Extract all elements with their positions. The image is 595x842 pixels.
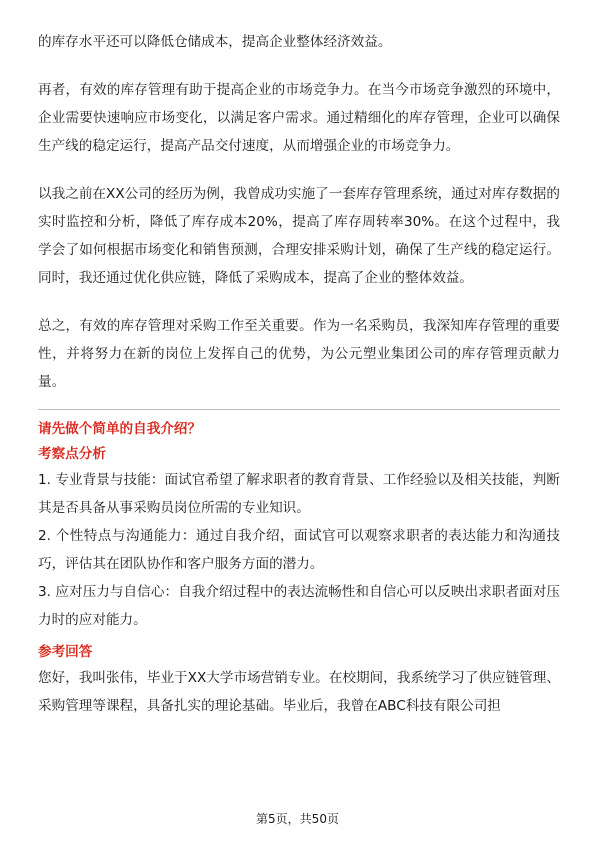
answer-text: 您好，我叫张伟，毕业于XX大学市场营销专业。在校期间，我系统学习了供应链管理、采购管理等课程，具备扎实的理论基础。毕业后，我曾在ABC科技有限公司担 bbox=[38, 670, 560, 714]
paragraph-continuation: 的库存水平还可以降低仓储成本，提高企业整体经济效益。 bbox=[38, 34, 392, 50]
paragraph-summary: 总之，有效的库存管理对采购工作至关重要。作为一名采购员，我深知库存管理的重要性，并将努力在新的岗位上发挥自己的优势，为公元塑业集团公司的库存管理贡献力量。 bbox=[38, 318, 560, 390]
answer-heading: 参考回答 bbox=[38, 644, 93, 660]
paragraph-competitiveness: 再者，有效的库存管理有助于提高企业的市场竞争力。在当今市场竞争激烈的环境中，企业需要快速响应市场变化，以满足客户需求。通过精细化的库存管理，企业可以确保生产线的稳定运行，提高产品交付速度，从而增强企业的市场竞争力。 bbox=[38, 82, 560, 154]
analysis-item: 1. 专业背景与技能：面试官希望了解求职者的教育背景、工作经验以及相关技能，判断其是否具备从事采购员岗位所需的专业知识。 bbox=[38, 472, 560, 516]
paragraph-experience: 以我之前在XX公司的经历为例，我曾成功实施了一套库存管理系统，通过对库存数据的实时监控和分析，降低了库存成本20%，提高了库存周转率30%。在这个过程中，我学会了如何根据市场变化和销售预测，合理安排采购计划，确保了生产线的稳定运行。同时，我还通过优化供应链，降低了采购成本，提高了企业的整体效益。 bbox=[38, 186, 560, 286]
document-body bbox=[38, 28, 560, 720]
analysis-item: 2. 个性特点与沟通能力：通过自我介绍，面试官可以观察求职者的表达能力和沟通技巧，评估其在团队协作和客户服务方面的潜力。 bbox=[38, 528, 560, 572]
analysis-item: 3. 应对压力与自信心：自我介绍过程中的表达流畅性和自信心可以反映出求职者面对压力时的应对能力。 bbox=[38, 584, 560, 628]
analysis-heading: 考察点分析 bbox=[38, 446, 106, 462]
section-divider bbox=[38, 409, 560, 410]
page-number: 第5页，共50页 bbox=[256, 812, 339, 826]
question-title: 请先做个简单的自我介绍？ bbox=[38, 421, 202, 437]
